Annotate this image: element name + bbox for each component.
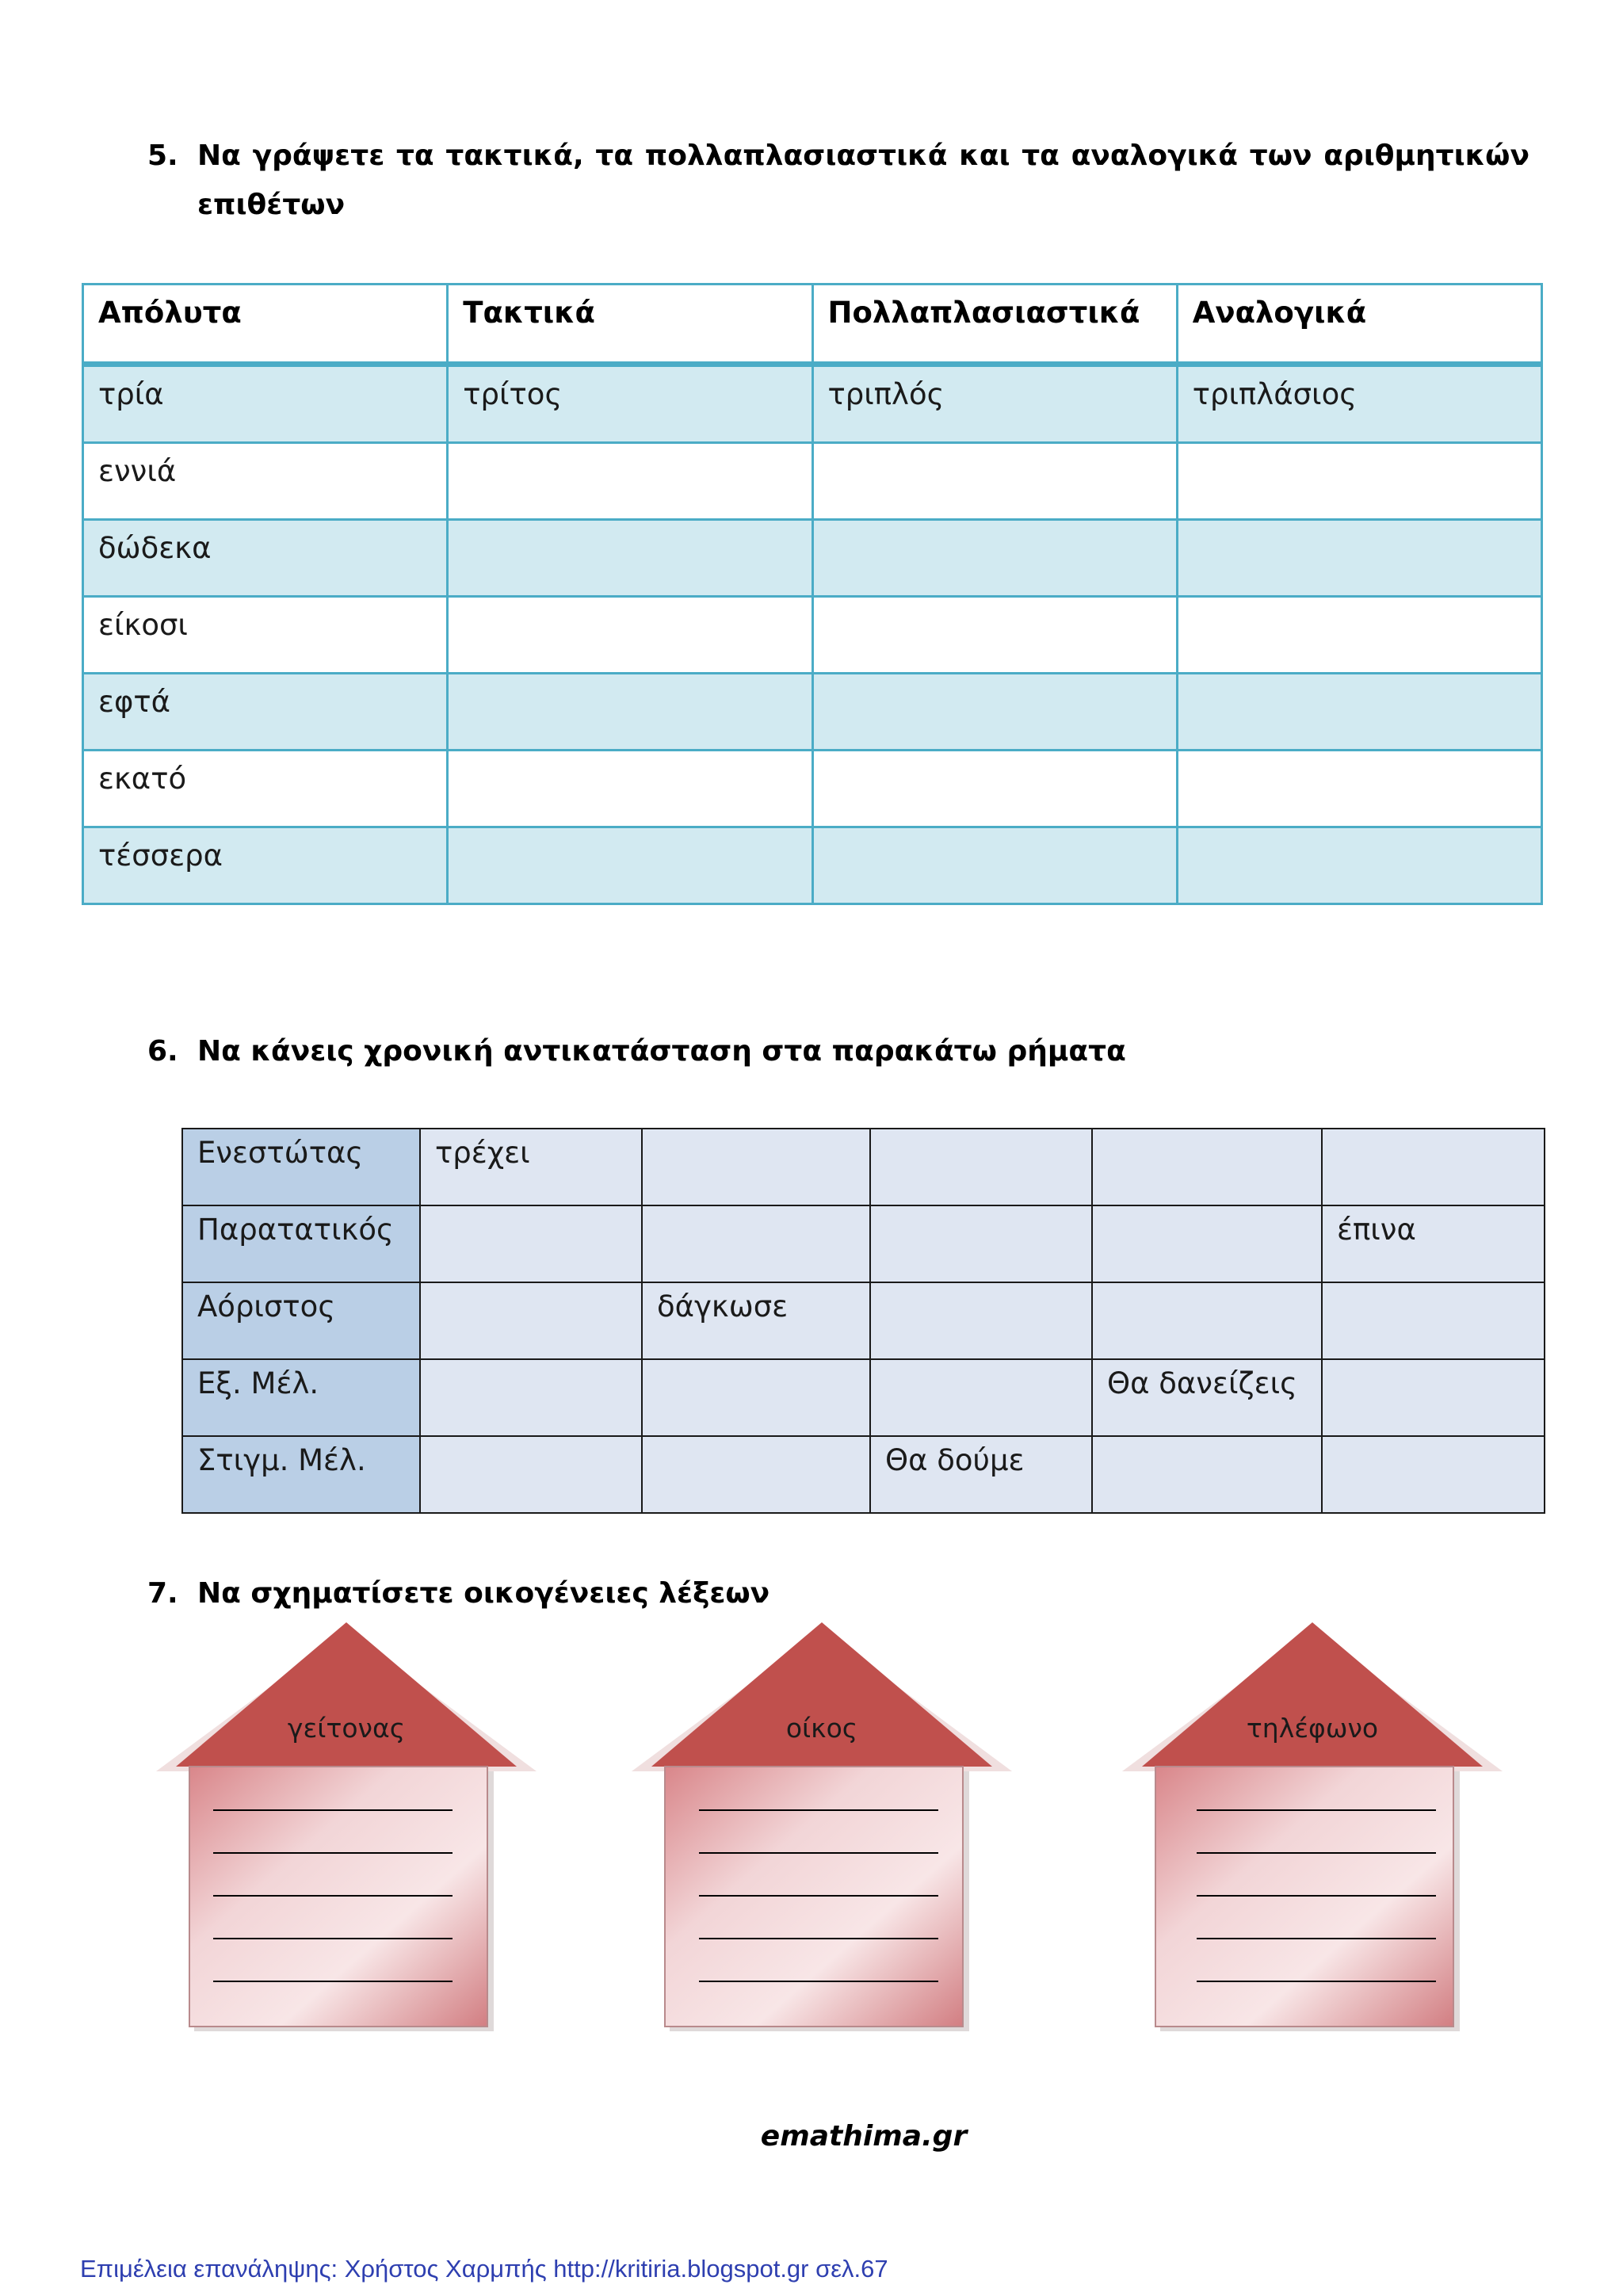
question-6-text: Να κάνεις χρονική αντικατάσταση στα παρακάτω ρήματα xyxy=(197,1035,1126,1068)
table-row xyxy=(182,1436,1545,1513)
answer-cell[interactable] xyxy=(812,827,1177,904)
table-row xyxy=(182,1282,1545,1359)
writing-line[interactable] xyxy=(699,1938,938,1939)
tense-cell[interactable] xyxy=(642,1359,870,1436)
site-brand: emathima.gr xyxy=(760,2120,968,2153)
header-cell: Πολλαπλασιαστικά xyxy=(812,285,1177,365)
table-row xyxy=(83,365,1542,443)
table-row xyxy=(83,597,1542,674)
tense-cell[interactable] xyxy=(420,1359,642,1436)
answer-cell[interactable] xyxy=(812,674,1177,751)
writing-line[interactable] xyxy=(213,1895,453,1897)
cardinal-cell: εννιά xyxy=(83,443,448,520)
table-row xyxy=(83,751,1542,827)
table-row xyxy=(83,827,1542,904)
tense-cell[interactable] xyxy=(870,1205,1092,1282)
answer-cell[interactable] xyxy=(1177,597,1541,674)
question-7 xyxy=(147,1569,1529,1618)
table-row xyxy=(83,674,1542,751)
answer-cell[interactable] xyxy=(812,751,1177,827)
tense-cell[interactable]: έπινα xyxy=(1322,1205,1545,1282)
tense-cell[interactable] xyxy=(1322,1282,1545,1359)
answer-cell[interactable] xyxy=(1177,520,1541,597)
tenses-table xyxy=(181,1128,1545,1514)
page-footer: Επιμέλεια επανάληψης: Χρήστος Χαρμπής http://kritiria.blogspot.gr σελ.67 xyxy=(80,2255,888,2283)
writing-line[interactable] xyxy=(1197,1852,1436,1854)
house-word: τηλέφωνο xyxy=(1246,1713,1379,1744)
writing-line[interactable] xyxy=(213,1852,453,1854)
tense-cell[interactable] xyxy=(1322,1129,1545,1205)
tense-cell[interactable] xyxy=(870,1129,1092,1205)
cardinal-cell: είκοσι xyxy=(83,597,448,674)
cardinal-cell: εφτά xyxy=(83,674,448,751)
table-row xyxy=(83,443,1542,520)
header-cell: Απόλυτα xyxy=(83,285,448,365)
writing-lines xyxy=(213,1809,453,2023)
tense-cell[interactable]: Θα δούμε xyxy=(870,1436,1092,1513)
tense-label: Εξ. Μέλ. xyxy=(182,1359,420,1436)
tense-cell[interactable] xyxy=(1092,1129,1322,1205)
writing-line[interactable] xyxy=(1197,1938,1436,1939)
writing-lines xyxy=(699,1809,938,2023)
tense-cell[interactable] xyxy=(642,1436,870,1513)
question-5 xyxy=(147,132,1529,235)
tense-cell[interactable] xyxy=(870,1282,1092,1359)
answer-cell[interactable] xyxy=(1177,674,1541,751)
table-row xyxy=(182,1205,1545,1282)
answer-cell[interactable]: τρίτος xyxy=(448,365,812,443)
answer-cell[interactable] xyxy=(812,443,1177,520)
question-6-number: 6. xyxy=(147,1035,178,1068)
answer-cell[interactable]: τριπλάσιος xyxy=(1177,365,1541,443)
tense-cell[interactable] xyxy=(642,1205,870,1282)
writing-line[interactable] xyxy=(1197,1809,1436,1811)
tense-cell[interactable] xyxy=(642,1129,870,1205)
question-7-text: Να σχηματίσετε οικογένειες λέξεων xyxy=(197,1577,770,1610)
tense-cell[interactable]: τρέχει xyxy=(420,1129,642,1205)
answer-cell[interactable] xyxy=(812,520,1177,597)
tense-label: Ενεστώτας xyxy=(182,1129,420,1205)
answer-cell[interactable] xyxy=(448,674,812,751)
writing-line[interactable] xyxy=(213,1938,453,1939)
writing-line[interactable] xyxy=(699,1981,938,1982)
tense-cell[interactable] xyxy=(420,1282,642,1359)
question-6 xyxy=(147,1027,1529,1076)
answer-cell[interactable]: τριπλός xyxy=(812,365,1177,443)
writing-line[interactable] xyxy=(1197,1895,1436,1897)
house-word: γείτονας xyxy=(287,1713,406,1744)
answer-cell[interactable] xyxy=(1177,443,1541,520)
question-7-number: 7. xyxy=(147,1577,178,1610)
writing-lines xyxy=(1197,1809,1436,2023)
writing-line[interactable] xyxy=(699,1895,938,1897)
tense-cell[interactable]: Θα δανείζεις xyxy=(1092,1359,1322,1436)
cardinal-cell: τρία xyxy=(83,365,448,443)
tense-label: Στιγμ. Μέλ. xyxy=(182,1436,420,1513)
cardinal-cell: τέσσερα xyxy=(83,827,448,904)
house-word: οίκος xyxy=(785,1713,858,1744)
writing-line[interactable] xyxy=(1197,1981,1436,1982)
numerals-table-header-row xyxy=(83,285,1542,365)
table-row xyxy=(182,1359,1545,1436)
writing-line[interactable] xyxy=(213,1981,453,1982)
table-row xyxy=(182,1129,1545,1205)
tense-cell[interactable] xyxy=(1322,1436,1545,1513)
tense-cell[interactable]: δάγκωσε xyxy=(642,1282,870,1359)
answer-cell[interactable] xyxy=(1177,827,1541,904)
cardinal-cell: δώδεκα xyxy=(83,520,448,597)
answer-cell[interactable] xyxy=(1177,751,1541,827)
word-family-house xyxy=(632,1621,1012,2033)
header-cell: Τακτικά xyxy=(448,285,812,365)
cardinal-cell: εκατό xyxy=(83,751,448,827)
word-family-house xyxy=(156,1621,537,2033)
tense-label: Αόριστος xyxy=(182,1282,420,1359)
writing-line[interactable] xyxy=(699,1852,938,1854)
tense-cell[interactable] xyxy=(1092,1282,1322,1359)
table-row xyxy=(83,520,1542,597)
numerals-table xyxy=(82,283,1543,905)
answer-cell[interactable] xyxy=(448,751,812,827)
writing-line[interactable] xyxy=(699,1809,938,1811)
answer-cell[interactable] xyxy=(448,443,812,520)
tense-cell[interactable] xyxy=(870,1359,1092,1436)
tense-cell[interactable] xyxy=(1322,1359,1545,1436)
word-family-house xyxy=(1122,1621,1503,2033)
tense-cell[interactable] xyxy=(1092,1205,1322,1282)
answer-cell[interactable] xyxy=(448,827,812,904)
tense-cell[interactable] xyxy=(420,1205,642,1282)
header-cell: Αναλογικά xyxy=(1177,285,1541,365)
question-5-number: 5. xyxy=(147,139,178,172)
question-5-text: Να γράψετε τα τακτικά, τα πολλαπλασιαστικά και τα αναλογικά των αριθμητικών επιθέτων xyxy=(197,139,1529,221)
tense-cell[interactable] xyxy=(420,1436,642,1513)
answer-cell[interactable] xyxy=(448,597,812,674)
answer-cell[interactable] xyxy=(812,597,1177,674)
tense-label: Παρατατικός xyxy=(182,1205,420,1282)
writing-line[interactable] xyxy=(213,1809,453,1811)
answer-cell[interactable] xyxy=(448,520,812,597)
tense-cell[interactable] xyxy=(1092,1436,1322,1513)
